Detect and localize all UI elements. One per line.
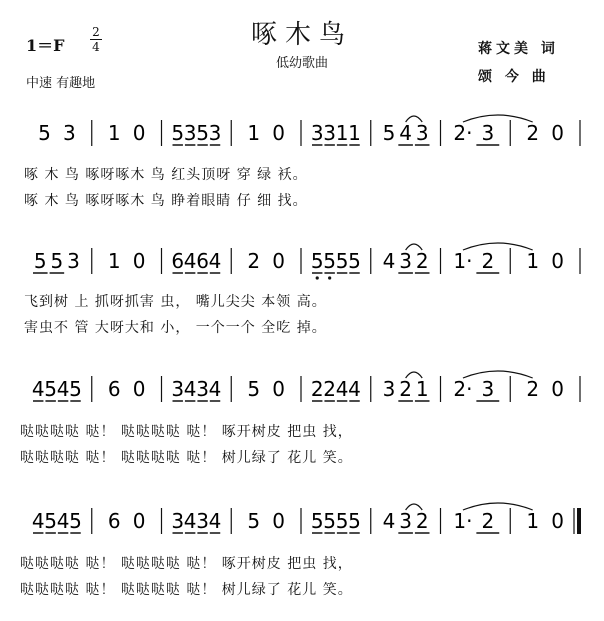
note-digit: 4: [31, 509, 45, 533]
note-digit: 3: [399, 509, 412, 533]
note-digit: 4: [208, 249, 222, 273]
note-digit: 0: [272, 509, 285, 533]
tie-arc: [463, 371, 533, 378]
tempo-marking: 中速 有趣地: [26, 76, 96, 91]
tie-arc: [463, 503, 533, 510]
note-digit: 0: [551, 377, 564, 401]
note-digit: 0: [272, 377, 285, 401]
note-digit: 5: [69, 377, 82, 401]
note-digit: 4: [399, 121, 412, 145]
note-digit: 4: [382, 249, 396, 273]
note-digit: 3: [196, 509, 209, 533]
note-digit: 2: [247, 249, 261, 273]
note-digit: 4: [382, 509, 396, 533]
note-digit: 0: [132, 377, 146, 401]
note-digit: 6: [171, 249, 185, 273]
note-digit: 5: [335, 509, 349, 533]
note-digit: 2: [415, 249, 429, 273]
note-digit: 4: [335, 377, 349, 401]
lyric-line: 哒哒哒哒 哒！ 哒哒哒哒 哒！ 树儿绿了 花儿 笑。: [20, 582, 353, 598]
note-digit: 0: [132, 249, 146, 273]
note-digit: 4: [183, 509, 197, 533]
note-digit: 3: [399, 249, 412, 273]
note-digit: 6: [196, 249, 209, 273]
lyric-line: 飞到树 上 抓呀抓害 虫， 嘴儿尖尖 本领 高。: [24, 294, 327, 310]
note-digit: 3: [208, 121, 222, 145]
note-digit: 3: [481, 377, 495, 401]
tie-arc: [463, 243, 533, 250]
note-digit: 4: [348, 377, 361, 401]
note-digit: 5: [310, 509, 324, 533]
note-digit: 2: [526, 121, 540, 145]
note-digit: 1·: [453, 249, 473, 273]
time-signature-top: 2: [92, 25, 100, 39]
note-digit: 5: [44, 509, 58, 533]
note-digit: 2: [415, 509, 429, 533]
note-digit: 1: [526, 249, 540, 273]
note-digit: 3: [183, 121, 197, 145]
note-digit: 1: [107, 249, 121, 273]
note-digit: 0: [551, 249, 564, 273]
note-digit: 4: [56, 377, 70, 401]
note-digit: 3: [67, 249, 80, 273]
note-digit: 4: [208, 377, 222, 401]
note-digit: 5: [38, 121, 51, 145]
song-subtitle: 低幼歌曲: [275, 56, 328, 71]
note-digit: 1: [348, 121, 361, 145]
note-digit: 2: [526, 377, 540, 401]
note-digit: 2: [323, 377, 337, 401]
note-digit: 3: [323, 121, 337, 145]
note-digit: 5: [196, 121, 209, 145]
note-digit: 5: [382, 121, 396, 145]
note-digit: 3: [382, 377, 396, 401]
note-digit: 3: [481, 121, 495, 145]
lyric-line: 啄 木 鸟 啄呀啄木 鸟 睁着眼睛 仔 细 找。: [24, 193, 308, 209]
note-digit: 5: [44, 377, 58, 401]
note-digit: 3: [196, 377, 209, 401]
note-digit: 5: [33, 249, 47, 273]
note-digit: 4: [183, 249, 197, 273]
note-digit: 6: [107, 377, 121, 401]
note-digit: 4: [31, 377, 45, 401]
note-digit: 3: [415, 121, 429, 145]
note-digit: 1: [335, 121, 349, 145]
note-digit: 3: [171, 509, 185, 533]
lyric-line: 哒哒哒哒 哒！ 哒哒哒哒 哒！ 啄开树皮 把虫 找，: [20, 424, 353, 440]
note-digit: 4: [183, 377, 197, 401]
note-digit: 1: [526, 509, 540, 533]
note-digit: 3: [171, 377, 185, 401]
note-digit: 2: [481, 509, 495, 533]
composer-credit: 颂 今 曲: [478, 69, 550, 85]
note-digit: 0: [551, 509, 564, 533]
lyric-line: 哒哒哒哒 哒！ 哒哒哒哒 哒！ 树儿绿了 花儿 笑。: [20, 450, 353, 466]
note-digit: 5: [247, 377, 261, 401]
note-digit: 5: [247, 509, 261, 533]
time-signature-bottom: 4: [92, 40, 100, 54]
note-digit: 5: [323, 509, 337, 533]
note-digit: 2: [481, 249, 495, 273]
note-digit: 0: [132, 509, 146, 533]
note-digit: 3: [310, 121, 324, 145]
lyric-line: 啄 木 鸟 啄呀啄木 鸟 红头顶呀 穿 绿 袄。: [24, 167, 308, 183]
note-digit: 2·: [453, 377, 473, 401]
lyric-line: 害虫不 管 大呀大和 小， 一个一个 全吃 掉。: [24, 320, 327, 336]
note-digit: 5: [50, 249, 64, 273]
tie-arc: [463, 115, 533, 122]
low-octave-dot: [328, 276, 331, 279]
note-digit: 0: [132, 121, 146, 145]
note-digit: 5: [171, 121, 185, 145]
note-digit: 0: [551, 121, 564, 145]
note-digit: 4: [208, 509, 222, 533]
key-signature: 1＝F: [26, 36, 65, 55]
note-digit: 1: [247, 121, 261, 145]
note-digit: 2: [399, 377, 412, 401]
note-digit: 0: [272, 249, 285, 273]
note-digit: 1: [107, 121, 121, 145]
note-digit: 1: [415, 377, 429, 401]
note-digit: 5: [310, 249, 324, 273]
lyricist-credit: 蒋文美 词: [478, 41, 559, 57]
note-digit: 2: [310, 377, 324, 401]
note-digit: 6: [107, 509, 121, 533]
lyric-line: 哒哒哒哒 哒！ 哒哒哒哒 哒！ 啄开树皮 把虫 找，: [20, 556, 353, 572]
note-digit: 5: [348, 509, 361, 533]
note-digit: 5: [69, 509, 82, 533]
note-digit: 5: [323, 249, 337, 273]
note-digit: 4: [56, 509, 70, 533]
note-digit: 3: [62, 121, 76, 145]
note-digit: 1·: [453, 509, 473, 533]
note-digit: 0: [272, 121, 285, 145]
note-digit: 5: [335, 249, 349, 273]
song-title: 啄木鸟: [250, 20, 353, 50]
low-octave-dot: [316, 276, 319, 279]
note-digit: 5: [348, 249, 361, 273]
note-digit: 2·: [453, 121, 473, 145]
